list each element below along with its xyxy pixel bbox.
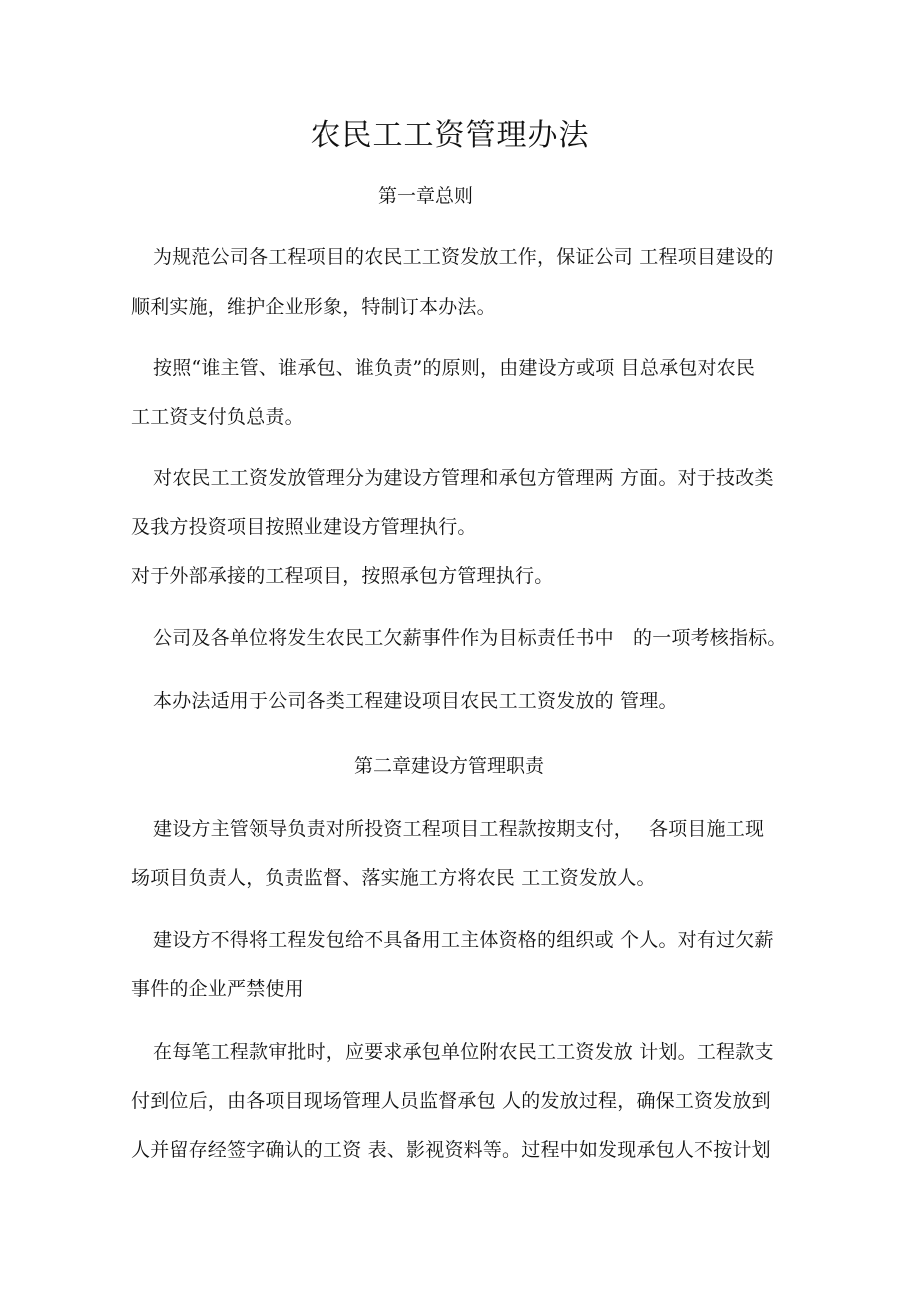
paragraph-line: 在每笔工程款审批时，应要求承包单位附农民工工资发放 计划。工程款支 [153,1041,774,1063]
paragraph-line: 及我方投资项目按照业建设方管理执行。 [131,516,477,538]
paragraph-line: 为规范公司各工程项目的农民工工资发放工作，保证公司 工程项目建设的 [153,246,774,268]
paragraph-line: 本办法适用于公司各类工程建设项目农民工工资发放的 管理。 [153,690,678,712]
paragraph-line: 付到位后，由各项目现场管理人员监督承包 人的发放过程，确保工资发放到 [131,1090,771,1112]
paragraph-line: 顺利实施，维护企业形象，特制订本办法。 [131,296,496,318]
paragraph-line: 人并留存经签字确认的工资 表、影视资料等。过程中如发现承包人不按计划 [131,1139,771,1161]
paragraph-line: 建设方不得将工程发包给不具备用工主体资格的组织或 个人。对有过欠薪 [153,929,774,951]
paragraph-line: 工工资支付负总责。 [131,406,304,428]
chapter-1-heading: 第一章总则 [378,185,474,207]
chapter-2-heading: 第二章建设方管理职责 [354,755,545,777]
paragraph-line: 对农民工工资发放管理分为建设方管理和承包方管理两 方面。对于技改类 [153,467,774,489]
paragraph-line: 公司及各单位将发生农民工欠薪事件作为目标责任书中 的一项考核指标。 [153,627,787,649]
paragraph-line: 事件的企业严禁使用 [131,978,304,1000]
document-title: 农民工工资管理办法 [310,118,590,153]
paragraph-line: 场项目负责人，负责监督、落实施工方将农民 工工资发放人。 [131,867,656,889]
paragraph-line: 建设方主管领导负责对所投资工程项目工程款按期支付， 各项目施工现 [153,818,765,840]
paragraph-line: 按照“谁主管、谁承包、谁负责”的原则，由建设方或项 目总承包对农民 [153,357,756,379]
paragraph-line: 对于外部承接的工程项目，按照承包方管理执行。 [131,565,554,587]
